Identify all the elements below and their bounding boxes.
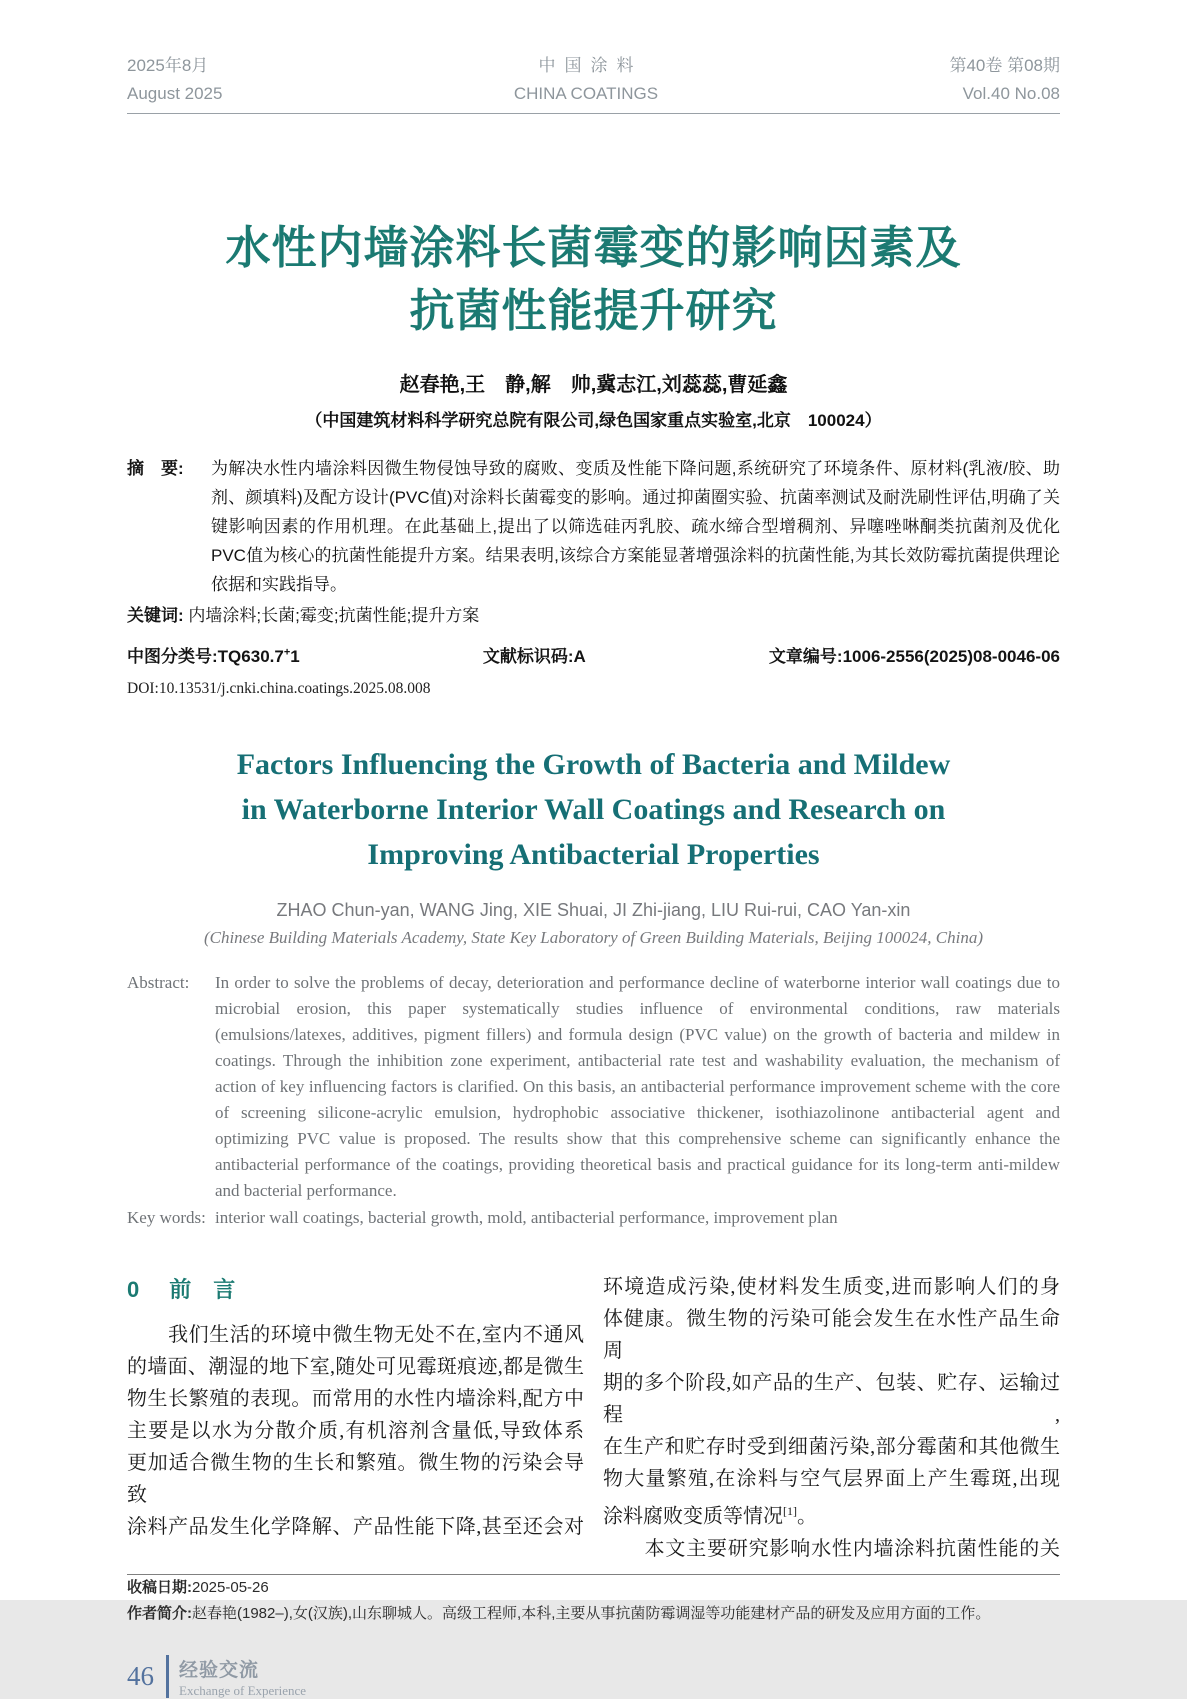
journal-name-en: CHINA COATINGS: [513, 84, 659, 103]
body-column-left: [127, 1271, 584, 1565]
body-text-line: 主要是以水为分散介质,有机溶剂含量低,导致体系: [127, 1420, 584, 1442]
article-title-en: [127, 742, 1060, 877]
article-id-label: 文章编号:: [768, 647, 843, 666]
body-text-line: 本文主要研究影响水性内墙涂料抗菌性能的关: [603, 1537, 1060, 1560]
intro-text-right: [603, 1271, 1060, 1565]
document-code-label: 文献标识码:: [482, 647, 574, 666]
header-date-en: August 2025: [127, 84, 223, 103]
received-date-label: 收稿日期:: [127, 1578, 192, 1596]
affiliation-en: (Chinese Building Materials Academy, State Key Laboratory of Green Building Materials, Beijing 100024, China): [203, 928, 984, 947]
body-column-right: [603, 1271, 1060, 1565]
authors-en: ZHAO Chun-yan, WANG Jing, XIE Shuai, JI Zhi-jiang, LIU Rui-rui, CAO Yan-xin: [276, 900, 911, 920]
article-title-cn: [127, 216, 1060, 342]
body-text-line: 涂料产品发生化学降解、产品性能下降,甚至还会对: [127, 1516, 584, 1538]
section-title: 前 言: [169, 1277, 236, 1302]
keywords-en-label: Key words:: [127, 1208, 206, 1227]
clc-number: [127, 642, 300, 667]
header-journal-name: [514, 52, 658, 108]
body-text-line: 期的多个阶段,如产品的生产、包装、贮存、运输过程,: [603, 1372, 1060, 1426]
document-code-value: A: [573, 647, 586, 666]
intro-text-left: [127, 1319, 584, 1543]
abstract-cn-label: 摘 要:: [127, 459, 184, 478]
keywords-cn-label: 关键词:: [127, 606, 184, 625]
author-bio-label: 作者简介:: [127, 1604, 192, 1622]
author-bio-text: 赵春艳(1982–),女(汉族),山东聊城人。高级工程师,本科,主要从事抗菌防霉调湿等功能建材产品的研发及应用方面的工作。: [192, 1604, 991, 1622]
keywords-cn-text: 内墙涂料;长菌;霉变;抗菌性能;提升方案: [188, 606, 480, 625]
abstract-en: [127, 970, 1060, 1204]
clc-tail: 1: [290, 647, 300, 666]
header-volume-issue: [949, 52, 1060, 108]
body-text-line: 我们生活的环境中微生物无处不在,室内不通风: [127, 1324, 584, 1346]
authors-cn: 赵春艳,王 静,解 帅,冀志江,刘蕊蕊,曹延鑫: [399, 374, 788, 396]
clc-label: 中图分类号:: [127, 647, 218, 666]
received-date-value: 2025-05-26: [192, 1578, 269, 1596]
abstract-cn: [127, 454, 1060, 599]
section-0-heading: [127, 1273, 584, 1304]
journal-name-cn: 中国涂料: [538, 56, 643, 75]
classification-row: [127, 642, 1060, 667]
body-text-line: 更加适合微生物的生长和繁殖。微生物的污染会导致: [127, 1452, 584, 1506]
received-date: [127, 1575, 1060, 1601]
keywords-en-text: interior wall coatings, bacterial growth, mold, antibacterial performance, improvement plan: [215, 1208, 838, 1227]
column-label-cn: 经验交流: [179, 1659, 260, 1681]
body-text-line: 在生产和贮存时受到细菌污染,部分霉菌和其他微生: [603, 1436, 1060, 1458]
body-columns: [127, 1271, 1060, 1565]
column-label-en: Exchange of Experience: [179, 1682, 307, 1698]
affiliation-cn: （中国建筑材料科学研究总院有限公司,绿色国家重点实验室,北京 100024）: [305, 411, 882, 430]
article-title-cn-line1: 水性内墙涂料长菌霉变的影响因素及: [225, 222, 962, 273]
article-title-en-line2: in Waterborne Interior Wall Coatings and Research on: [241, 793, 946, 826]
section-number: 0: [127, 1277, 140, 1302]
clc-superscript: +: [283, 646, 291, 659]
running-head: [127, 52, 1060, 108]
doi: DOI:10.13531/j.cnki.china.coatings.2025.08.008: [127, 680, 431, 697]
abstract-en-label: Abstract:: [127, 973, 190, 992]
body-text-line: 物大量繁殖,在涂料与空气层界面上产生霉斑,出现: [603, 1468, 1060, 1490]
volume-issue-cn: 第40卷 第08期: [949, 56, 1060, 75]
page-footer: [127, 1655, 1060, 1699]
body-text-line: 涂料腐败变质等情况[1]。: [603, 1504, 817, 1528]
body-text-line: 的墙面、潮湿的地下室,随处可见霉斑痕迹,都是微生: [127, 1356, 584, 1378]
header-date-cn: 2025年8月: [127, 56, 209, 75]
body-text-line: 环境造成污染,使材料发生质变,进而影响人们的身: [603, 1276, 1060, 1298]
volume-issue-en: Vol.40 No.08: [962, 84, 1060, 103]
article-title-en-line1: Factors Influencing the Growth of Bacteria and Mildew: [236, 748, 951, 781]
header-issue-date: [127, 52, 222, 108]
clc-value: TQ630.7: [217, 647, 284, 666]
abstract-en-text: In order to solve the problems of decay, deterioration and performance decline of waterborne interior wall coatings due to microbial erosion, this paper systematically studies influence of environmental conditions, raw materials (emulsions/latexes, additives, pigment fillers) and formula design (PVC value) on the growth of bacteria and mildew in coatings. Through the inhibition zone experiment, antibacterial rate test and washability evaluation, the mechanism of action of key influencing factors is clarified. On this basis, an antibacterial performance improvement scheme with the core of screening silicone-acrylic emulsion, hydrophobic associative thickener, isothiazolinone antibacterial agent and optimizing PVC value is proposed. The results show that this comprehensive scheme can significantly enhance the antibacterial performance of the coatings, providing theoretical basis and practical guidance for its long-term anti-mildew and bacterial performance.: [215, 973, 1060, 1200]
body-text-line: 体健康。微生物的污染可能会发生在水性产品生命周: [603, 1308, 1060, 1362]
footer-divider-bar: [166, 1655, 169, 1698]
article-id-value: 1006-2556(2025)08-0046-06: [842, 647, 1060, 666]
header-divider: [127, 113, 1060, 114]
document-code: [483, 642, 586, 667]
author-bio: [127, 1601, 1060, 1627]
keywords-en: [127, 1205, 1060, 1231]
page-number: 46: [127, 1661, 154, 1692]
article-title-cn-line2: 抗菌性能提升研究: [409, 285, 778, 336]
column-label: [179, 1655, 306, 1699]
body-text-line: 物生长繁殖的表现。而常用的水性内墙涂料,配方中: [127, 1388, 584, 1410]
abstract-cn-text: 为解决水性内墙涂料因微生物侵蚀导致的腐败、变质及性能下降问题,系统研究了环境条件、原材料(乳液/胶、助剂、颜填料)及配方设计(PVC值)对涂料长菌霉变的影响。通过抑菌圈实验、抗菌率测试及耐洗刷性评估,明确了关键影响因素的作用机理。在此基础上,提出了以筛选硅丙乳胶、疏水缔合型增稠剂、异噻唑啉酮类抗菌剂及优化PVC值为核心的抗菌性能提升方案。结果表明,该综合方案能显著增强涂料的抗菌性能,为其长效防霉抗菌提供理论依据和实践指导。: [211, 459, 1060, 594]
article-title-en-line3: Improving Antibacterial Properties: [367, 838, 820, 871]
keywords-cn: [127, 601, 1060, 630]
article-id: [769, 642, 1060, 667]
